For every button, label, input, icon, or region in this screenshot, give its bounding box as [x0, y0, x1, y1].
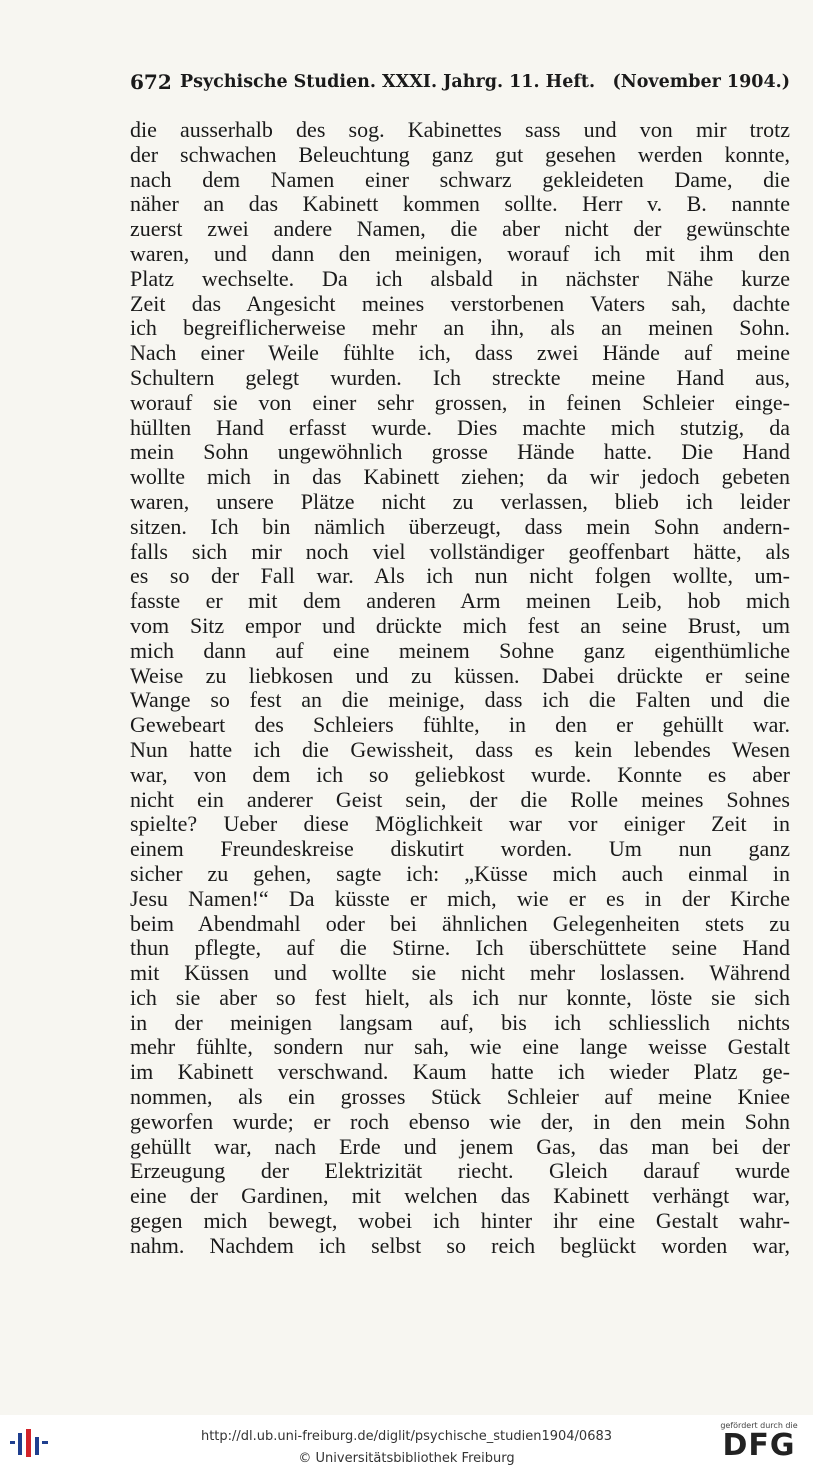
issue-date: (November 1904.) — [612, 72, 790, 92]
dfg-mark: DFG — [722, 1428, 796, 1463]
text-line: Wange so fest an die meinige, dass ich die Falten und die — [130, 687, 790, 713]
text-line: thun pflegte, auf die Stirne. Ich überschüttete seine Hand — [130, 935, 790, 961]
text-line: hüllten Hand erfasst wurde. Dies machte mich stutzig, da — [130, 414, 790, 440]
page-header — [130, 70, 790, 96]
text-line: Platz wechselte. Da ich alsbald in nächster Nähe kurze — [130, 265, 790, 291]
text-line: fasste er mit dem anderen Arm meinen Leib, hob mich — [130, 588, 790, 614]
text-line: ich begreiflicherweise mehr an ihn, als an meinen Sohn. — [130, 315, 790, 341]
text-line: sicher zu gehen, sagte ich: „Küsse mich auch einmal in — [130, 860, 790, 886]
source-url[interactable]: http://dl.ub.uni-freiburg.de/diglit/psychische_studien1904/0683 — [200, 1429, 613, 1444]
text-line: geworfen wurde; er roch ebenso wie der, in den mein Sohn — [130, 1108, 790, 1134]
text-line: Nach einer Weile fühlte ich, dass zwei Hände auf meine — [130, 340, 790, 366]
text-line: Zeit das Angesicht meines verstorbenen Vaters sah, dachte — [130, 290, 790, 316]
text-line: mehr fühlte, sondern nur sah, wie eine lange weisse Gestalt — [130, 1034, 790, 1060]
text-line: Gewebeart des Schleiers fühlte, in den er gehüllt war. — [130, 712, 790, 738]
page-number: 672 — [130, 70, 172, 94]
text-line: Schultern gelegt wurden. Ich streckte meine Hand aus, — [130, 364, 790, 390]
text-line: Weise zu liebkosen und zu küssen. Dabei drückte er seine — [130, 662, 790, 688]
text-line: waren, unsere Plätze nicht zu verlassen, blieb ich leider — [130, 488, 790, 514]
text-line: es so der Fall war. Als ich nun nicht folgen wollte, um- — [130, 563, 790, 589]
text-line: zuerst zwei andere Namen, die aber nicht der gewünschte — [130, 216, 790, 242]
text-line: nommen, als ein grosses Stück Schleier auf meine Kniee — [130, 1084, 790, 1110]
text-line: Erzeugung der Elektrizität riecht. Gleich darauf wurde — [130, 1158, 790, 1184]
dfg-logo — [715, 1421, 803, 1462]
text-line: war, von dem ich so geliebkost wurde. Konnte es aber — [130, 761, 790, 787]
text-line: die ausserhalb des sog. Kabinettes sass und von mir trotz — [130, 117, 790, 142]
text-line: sitzen. Ich bin nämlich überzeugt, dass mein Sohn andern- — [130, 513, 790, 539]
text-line: gegen mich bewegt, wobei ich hinter ihr eine Gestalt wahr- — [130, 1208, 790, 1234]
text-line: waren, und dann den meinigen, worauf ich mit ihm den — [130, 240, 790, 266]
text-line: spielte? Ueber diese Möglichkeit war vor einiger Zeit in — [130, 811, 790, 837]
text-line: der schwachen Beleuchtung ganz gut gesehen werden konnte, — [130, 141, 790, 167]
text-line: eine der Gardinen, mit welchen das Kabinett verhängt war, — [130, 1183, 790, 1209]
text-line: worauf sie von einer sehr grossen, in feinen Schleier einge- — [130, 389, 790, 415]
text-line: im Kabinett verschwand. Kaum hatte ich wieder Platz ge- — [130, 1059, 790, 1085]
copyright-notice: © Universitätsbibliothek Freiburg — [298, 1451, 515, 1466]
journal-title: Psychische Studien. XXXI. Jahrg. 11. Heft. — [180, 72, 596, 92]
text-line: mein Sohn ungewöhnlich grosse Hände hatte. Die Hand — [130, 439, 790, 465]
text-line: falls sich mir noch viel vollständiger geoffenbart hätte, als — [130, 538, 790, 564]
text-line: vom Sitz empor und drückte mich fest an seine Brust, um — [130, 612, 790, 638]
text-line: wollte mich in das Kabinett ziehen; da wir jedoch gebeten — [130, 464, 790, 490]
text-line: mich dann auf eine meinem Sohne ganz eigenthümliche — [130, 637, 790, 663]
dfg-support-text: gefördert durch die — [720, 1421, 798, 1430]
text-line: mit Küssen und wollte sie nicht mehr loslassen. Während — [130, 960, 790, 986]
text-line: näher an das Kabinett kommen sollte. Herr v. B. nannte — [130, 191, 790, 217]
body-text — [130, 118, 790, 1259]
text-line: Jesu Namen!“ Da küsste er mich, wie er es in der Kirche — [130, 885, 790, 911]
text-line: nach dem Namen einer schwarz gekleideten Dame, die — [130, 166, 790, 192]
text-line: ich sie aber so fest hielt, als ich nur konnte, löste sie sich — [130, 984, 790, 1010]
text-line: nicht ein anderer Geist sein, der die Rolle meines Sohnes — [130, 786, 790, 812]
text-line: beim Abendmahl oder bei ähnlichen Gelegenheiten stets zu — [130, 910, 790, 936]
text-line: nahm. Nachdem ich selbst so reich beglückt worden war, — [130, 1232, 790, 1258]
text-line: Nun hatte ich die Gewissheit, dass es kein lebendes Wesen — [130, 736, 790, 762]
text-line: gehüllt war, nach Erde und jenem Gas, das man bei der — [130, 1133, 790, 1159]
text-line: in der meinigen langsam auf, bis ich schliesslich nichts — [130, 1009, 790, 1035]
footer — [0, 1415, 813, 1473]
text-line: einem Freundeskreise diskutirt worden. Um nun ganz — [130, 836, 790, 862]
